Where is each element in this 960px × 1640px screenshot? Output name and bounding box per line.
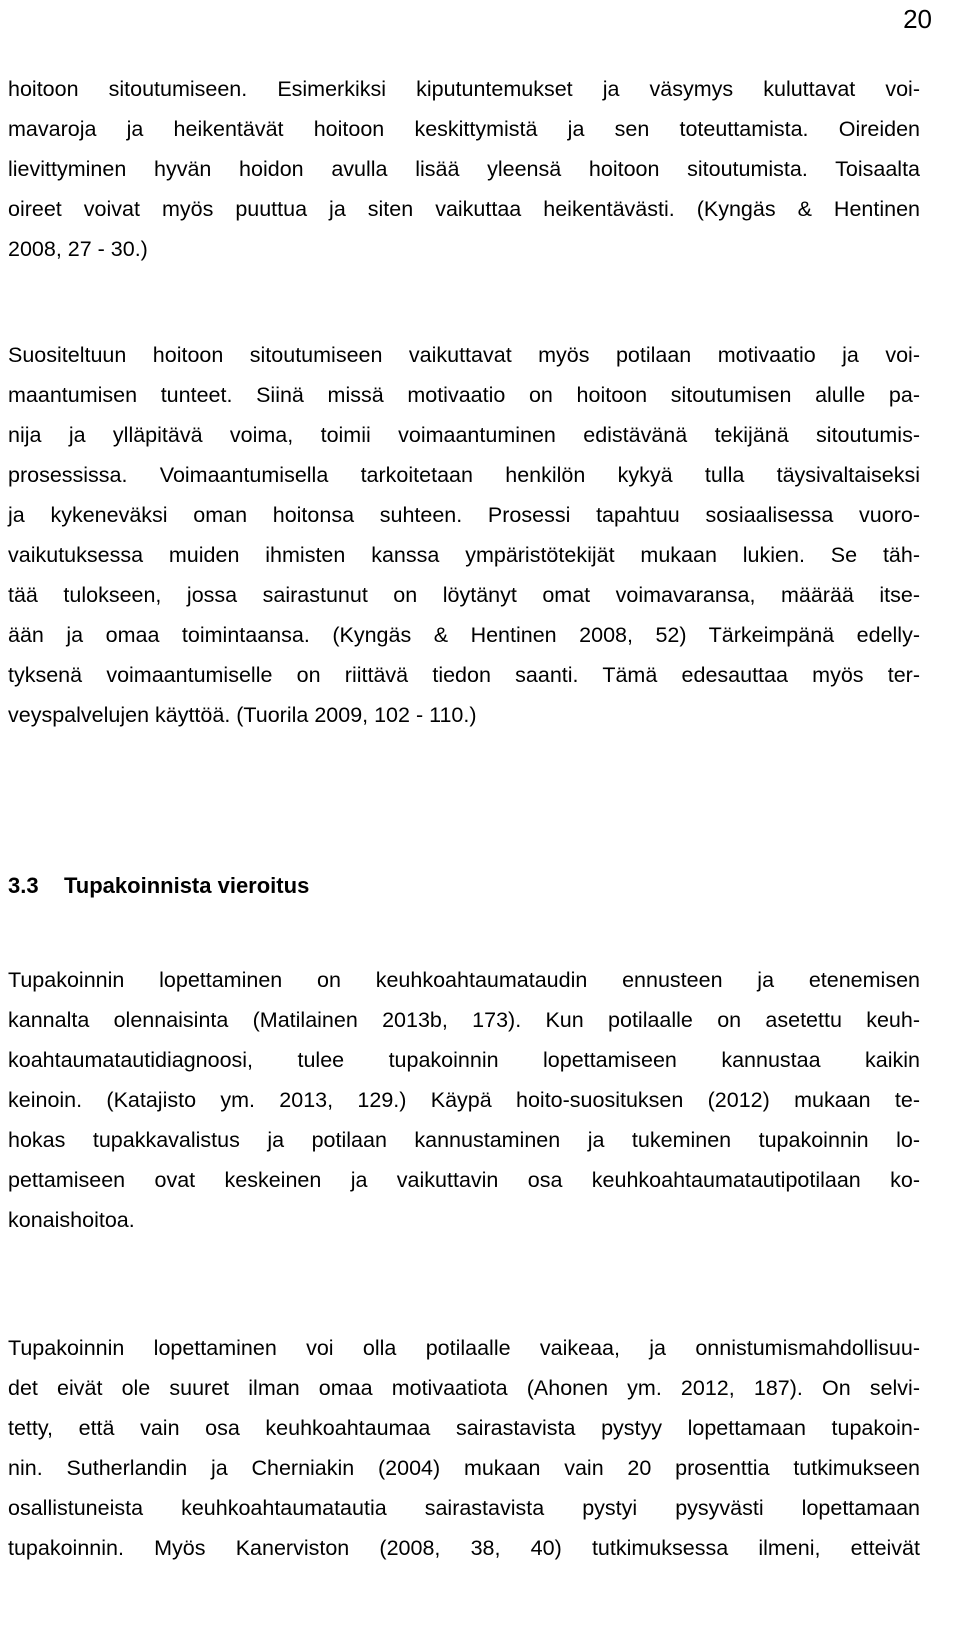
paragraph-line: det eivät ole suuret ilman omaa motivaatiota (Ahonen ym. 2012, 187). On selvi- bbox=[8, 1376, 920, 1400]
page-number: 20 bbox=[903, 4, 932, 34]
section-heading bbox=[8, 866, 309, 906]
paragraph-line: maantumisen tunteet. Siinä missä motivaatio on hoitoon sitoutumisen alulle pa- bbox=[8, 383, 920, 407]
paragraph-line: nija ja ylläpitävä voima, toimii voimaantuminen edistävänä tekijänä sitoutumis- bbox=[8, 423, 920, 447]
paragraph-line: 2008, 27 - 30.) bbox=[8, 237, 148, 261]
paragraph-line: ja kykeneväksi oman hoitonsa suhteen. Prosessi tapahtuu sosiaalisessa vuoro- bbox=[8, 503, 920, 527]
paragraph-line: kannalta olennaisinta (Matilainen 2013b, 173). Kun potilaalle on asetettu keuh- bbox=[8, 1008, 920, 1032]
paragraph-line: Tupakoinnin lopettaminen on keuhkoahtaumataudin ennusteen ja etenemisen bbox=[8, 968, 920, 992]
paragraph-line: konaishoitoa. bbox=[8, 1208, 135, 1232]
paragraph-line: mavaroja ja heikentävät hoitoon keskittymistä ja sen toteuttamista. Oireiden bbox=[8, 117, 920, 141]
paragraph-line: hokas tupakkavalistus ja potilaan kannustaminen ja tukeminen tupakoinnin lo- bbox=[8, 1128, 920, 1152]
paragraph-line: tupakoinnin. Myös Kanerviston (2008, 38, 40) tutkimuksessa ilmeni, etteivät bbox=[8, 1536, 920, 1560]
paragraph-line: nin. Sutherlandin ja Cherniakin (2004) mukaan vain 20 prosenttia tutkimukseen bbox=[8, 1456, 920, 1480]
paragraph-line: pettamiseen ovat keskeinen ja vaikuttavin osa keuhkoahtaumatautipotilaan ko- bbox=[8, 1168, 920, 1192]
paragraph-line: osallistuneista keuhkoahtaumatautia sairastavista pystyi pysyvästi lopettamaan bbox=[8, 1496, 920, 1520]
paragraph-line: tetty, että vain osa keuhkoahtaumaa sairastavista pystyy lopettamaan tupakoin- bbox=[8, 1416, 920, 1440]
paragraph-line: prosessissa. Voimaantumisella tarkoitetaan henkilön kykyä tulla täysivaltaiseksi bbox=[8, 463, 920, 487]
paragraph-line: lievittyminen hyvän hoidon avulla lisää yleensä hoitoon sitoutumista. Toisaalta bbox=[8, 157, 920, 181]
paragraph-line: koahtaumatautidiagnoosi, tulee tupakoinnin lopettamiseen kannustaa kaikin bbox=[8, 1048, 920, 1072]
section-title: Tupakoinnista vieroitus bbox=[64, 873, 310, 898]
paragraph-line: ään ja omaa toimintaansa. (Kyngäs & Hentinen 2008, 52) Tärkeimpänä edelly- bbox=[8, 623, 920, 647]
section-number: 3.3 bbox=[8, 873, 39, 898]
paragraph-line: Suositeltuun hoitoon sitoutumiseen vaikuttavat myös potilaan motivaatio ja voi- bbox=[8, 343, 920, 367]
paragraph-line: tää tulokseen, jossa sairastunut on löytänyt omat voimavaransa, määrää itse- bbox=[8, 583, 920, 607]
paragraph-line: oireet voivat myös puuttua ja siten vaikuttaa heikentävästi. (Kyngäs & Hentinen bbox=[8, 197, 920, 221]
paragraph-line: vaikutuksessa muiden ihmisten kanssa ympäristötekijät mukaan lukien. Se täh- bbox=[8, 543, 920, 567]
paragraph-line: keinoin. (Katajisto ym. 2013, 129.) Käypä hoito-suosituksen (2012) mukaan te- bbox=[8, 1088, 920, 1112]
paragraph-line: Tupakoinnin lopettaminen voi olla potilaalle vaikeaa, ja onnistumismahdollisuu- bbox=[8, 1336, 920, 1360]
paragraph-line: veyspalvelujen käyttöä. (Tuorila 2009, 102 - 110.) bbox=[8, 703, 477, 727]
paragraph-line: tyksenä voimaantumiselle on riittävä tiedon saanti. Tämä edesauttaa myös ter- bbox=[8, 663, 920, 687]
paragraph-line: hoitoon sitoutumiseen. Esimerkiksi kiputuntemukset ja väsymys kuluttavat voi- bbox=[8, 77, 920, 101]
